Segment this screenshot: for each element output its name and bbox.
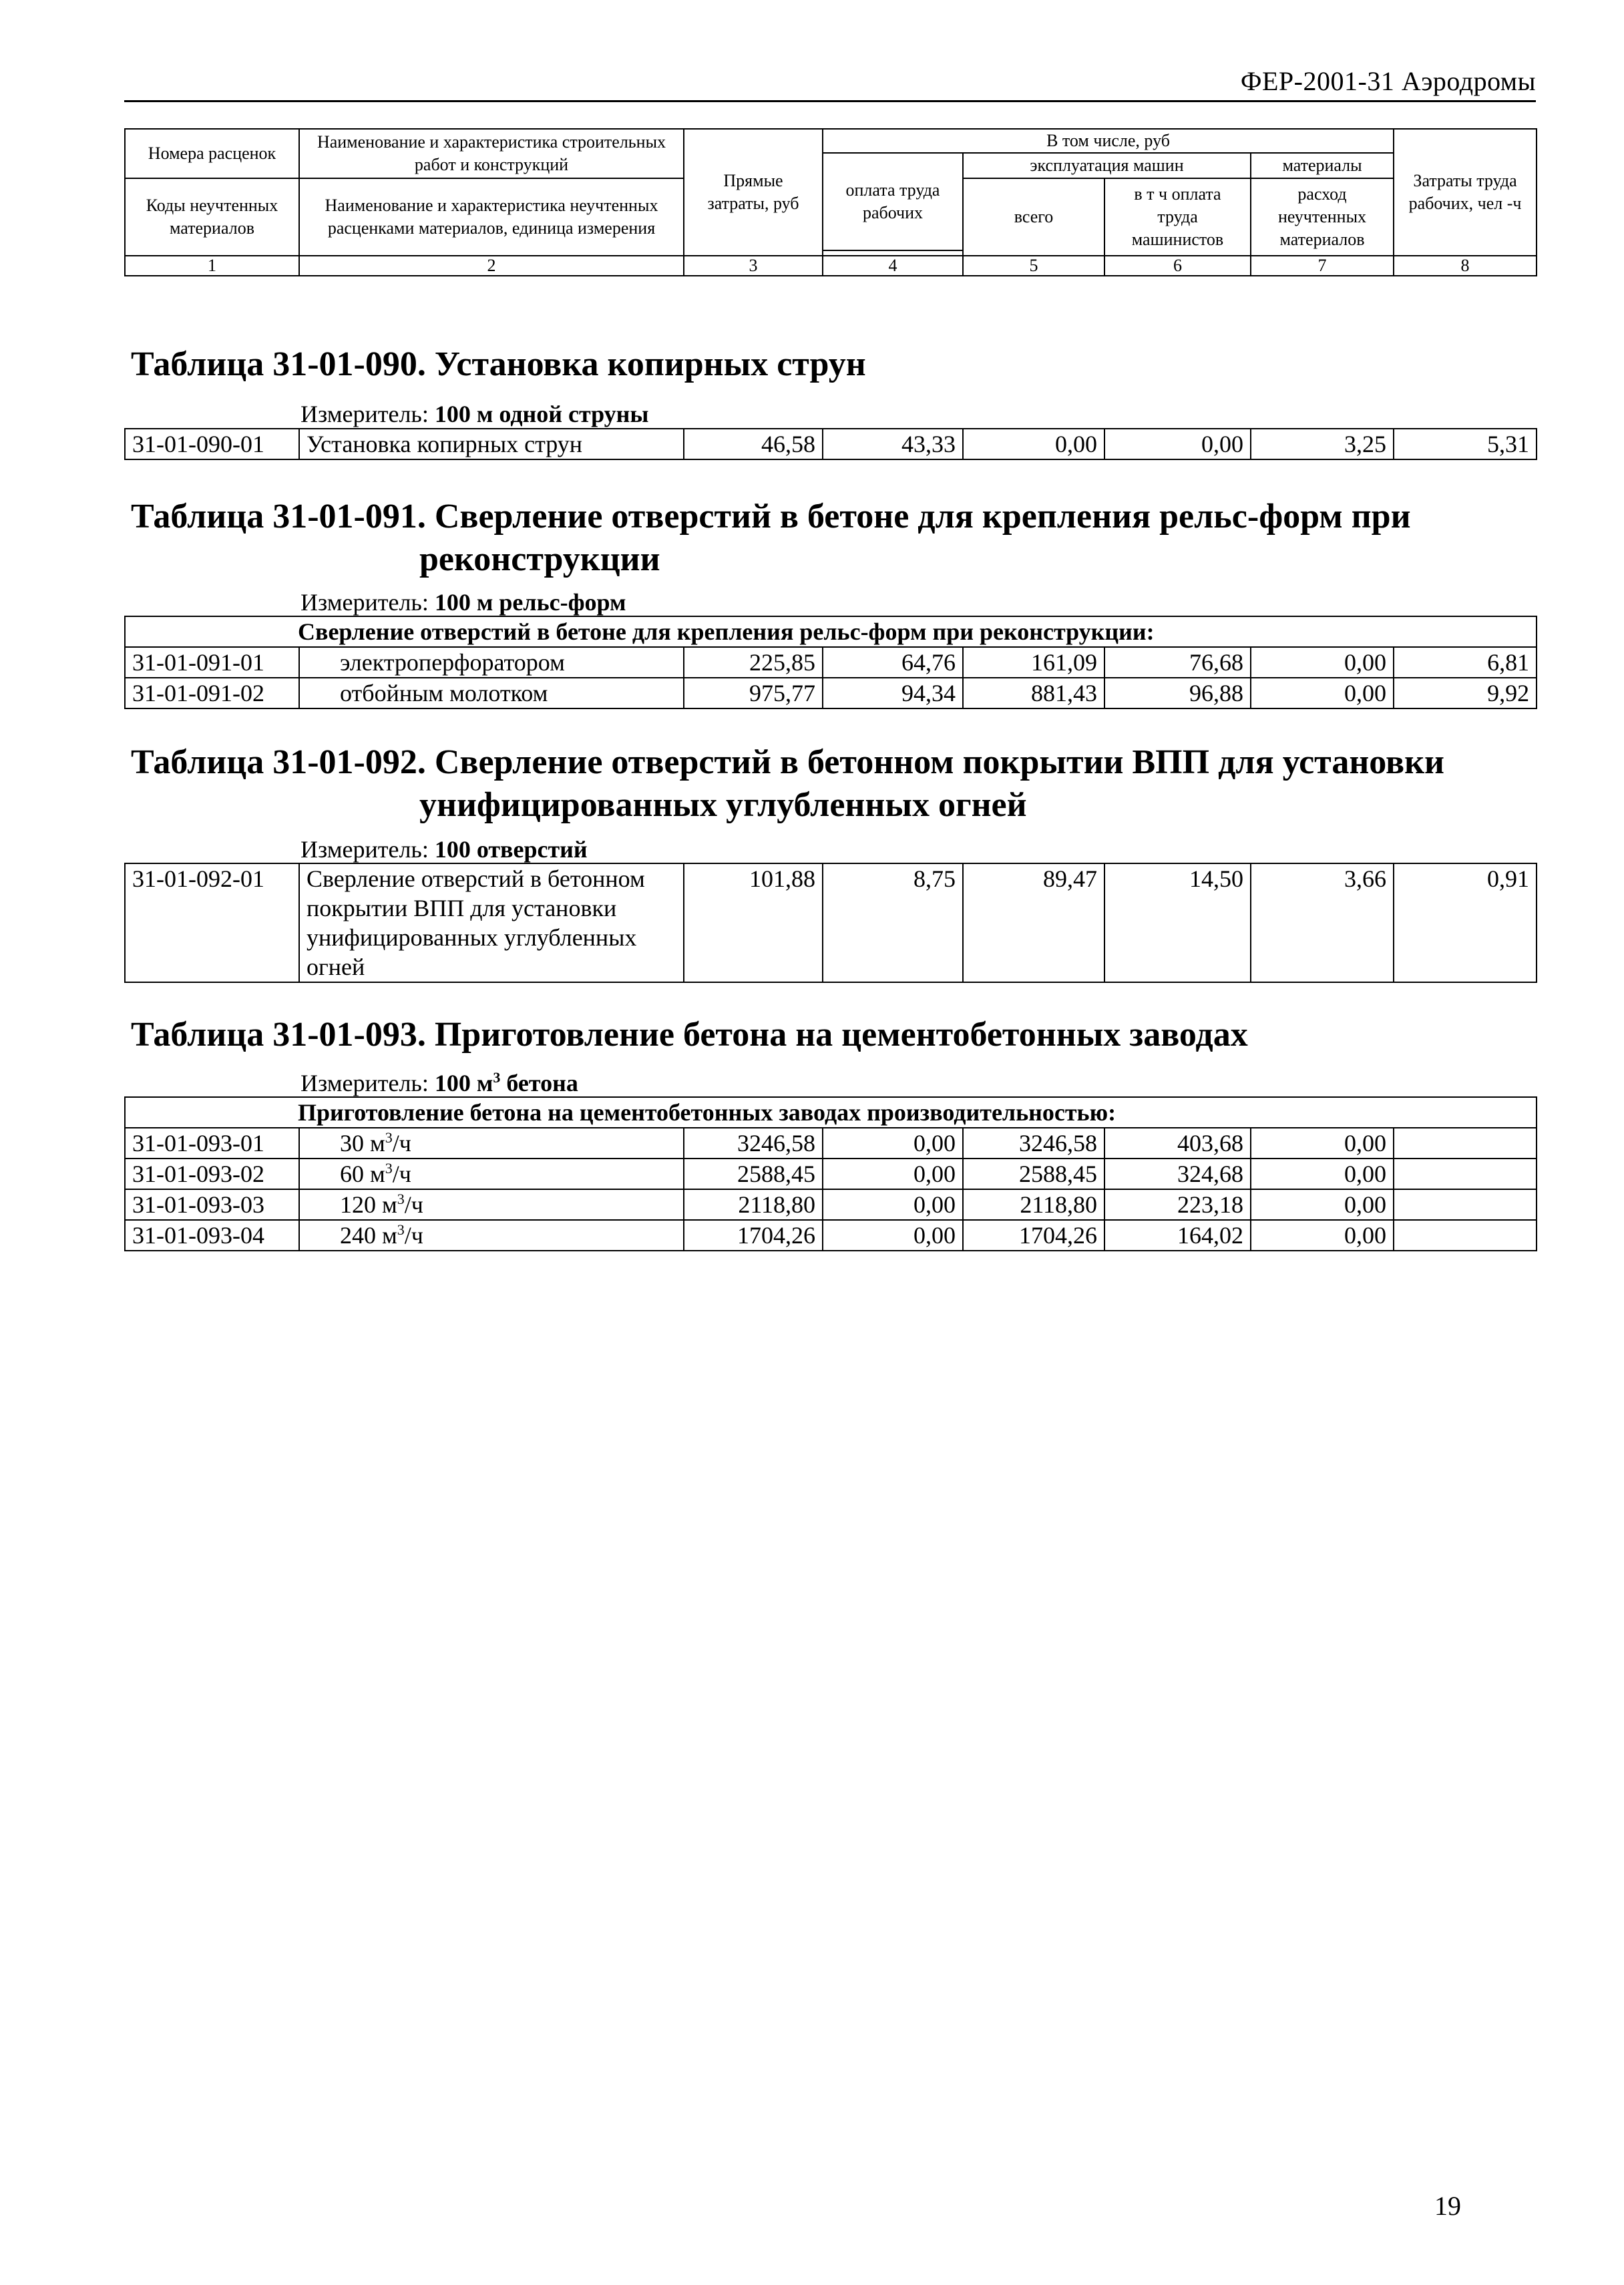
materials: 0,00 — [1251, 647, 1394, 678]
rate-code: 31-01-093-04 — [125, 1220, 299, 1251]
meter-value: 100 м одной струны — [434, 401, 649, 427]
unit-suffix: /ч — [392, 1130, 411, 1157]
subheading-row — [125, 616, 1537, 647]
machines-wage: 96,88 — [1104, 678, 1251, 708]
materials: 3,25 — [1251, 429, 1394, 459]
meter-value: 100 отверстий — [434, 836, 588, 863]
rate-name — [299, 1220, 684, 1251]
table-092-title — [131, 741, 1444, 827]
header-material-codes: Коды неучтенных материалов — [125, 178, 299, 256]
direct-costs: 46,58 — [684, 429, 823, 459]
unit-suffix: /ч — [392, 1161, 411, 1187]
table-row — [125, 863, 1537, 982]
materials: 0,00 — [1251, 1128, 1394, 1159]
header-wage: оплата труда рабочих — [823, 153, 963, 250]
title-line: Таблица 31-01-091. Сверление отверстий в бетоне для крепления рельс-форм при — [131, 497, 1411, 536]
wage: 0,00 — [823, 1159, 963, 1189]
col-number: 4 — [823, 256, 963, 276]
unit-exponent: 3 — [385, 1160, 393, 1177]
machines-wage: 164,02 — [1104, 1220, 1251, 1251]
machines-wage: 0,00 — [1104, 429, 1251, 459]
machines-total: 2588,45 — [963, 1159, 1104, 1189]
rate-name: Сверление отверстий в бетонном покрытии ВПП для установки унифицированных углубленных огней — [299, 863, 684, 982]
col-number: 8 — [1394, 256, 1537, 276]
capacity-value: 60 м — [340, 1161, 385, 1187]
direct-costs: 1704,26 — [684, 1220, 823, 1251]
machines-total: 1704,26 — [963, 1220, 1104, 1251]
materials: 0,00 — [1251, 678, 1394, 708]
table-090-meter — [300, 401, 649, 427]
table-row — [125, 1159, 1537, 1189]
header-work-name: Наименование и характеристика строительных работ и конструкций — [299, 129, 684, 178]
direct-costs: 2118,80 — [684, 1189, 823, 1220]
table-093-title: Таблица 31-01-093. Приготовление бетона на цементобетонных заводах — [131, 1016, 1248, 1054]
header-material-names: Наименование и характеристика неучтенных расценками материалов, единица измерения — [299, 178, 684, 256]
meter-value: 100 м рельс-форм — [434, 589, 626, 616]
materials: 0,00 — [1251, 1189, 1394, 1220]
capacity-value: 240 м — [340, 1222, 397, 1249]
machines-total: 161,09 — [963, 647, 1104, 678]
wage: 43,33 — [823, 429, 963, 459]
machines-total: 0,00 — [963, 429, 1104, 459]
table-row — [125, 647, 1537, 678]
col-number: 1 — [125, 256, 299, 276]
column-header-table — [124, 128, 1537, 276]
table-row — [125, 1220, 1537, 1251]
running-header: ФЕР-2001-31 Аэродромы — [1240, 66, 1536, 96]
machines-total: 89,47 — [963, 863, 1104, 982]
header-machines-wage: в т ч оплата труда машинистов — [1104, 178, 1251, 256]
col-number: 7 — [1251, 256, 1394, 276]
header-labor-costs: Затраты труда рабочих, чел -ч — [1394, 129, 1537, 256]
header-materials: материалы — [1251, 153, 1394, 178]
wage: 94,34 — [823, 678, 963, 708]
table-090 — [124, 428, 1537, 460]
table-093-meter — [300, 1070, 578, 1096]
rate-name: электроперфоратором — [299, 647, 684, 678]
rate-code: 31-01-093-02 — [125, 1159, 299, 1189]
labor — [1394, 1189, 1537, 1220]
rate-name: отбойным молотком — [299, 678, 684, 708]
table-row — [125, 1128, 1537, 1159]
table-092 — [124, 863, 1537, 983]
rate-code: 31-01-091-02 — [125, 678, 299, 708]
labor — [1394, 1220, 1537, 1251]
meter-label: Измеритель: — [300, 589, 429, 616]
wage: 0,00 — [823, 1128, 963, 1159]
page-number: 19 — [1434, 2191, 1461, 2221]
labor: 9,92 — [1394, 678, 1537, 708]
title-line: Таблица 31-01-092. Сверление отверстий в бетонном покрытии ВПП для установки — [131, 743, 1445, 781]
subheading: Сверление отверстий в бетоне для крепления рельс-форм при реконструкции: — [125, 616, 1537, 647]
header-group-title: В том числе, руб — [823, 129, 1394, 153]
machines-wage: 76,68 — [1104, 647, 1251, 678]
header-machines-total: всего — [963, 178, 1104, 256]
materials: 0,00 — [1251, 1220, 1394, 1251]
wage: 0,00 — [823, 1220, 963, 1251]
machines-wage: 403,68 — [1104, 1128, 1251, 1159]
direct-costs: 2588,45 — [684, 1159, 823, 1189]
unit-suffix: /ч — [404, 1191, 423, 1218]
rate-code: 31-01-093-01 — [125, 1128, 299, 1159]
materials: 3,66 — [1251, 863, 1394, 982]
wage: 64,76 — [823, 647, 963, 678]
meter-label: Измеритель: — [300, 1070, 429, 1096]
direct-costs: 225,85 — [684, 647, 823, 678]
meter-value-suffix: бетона — [500, 1070, 578, 1096]
labor: 6,81 — [1394, 647, 1537, 678]
table-row — [125, 1189, 1537, 1220]
meter-label: Измеритель: — [300, 401, 429, 427]
table-092-meter — [300, 836, 588, 863]
unit-exponent: 3 — [385, 1129, 393, 1146]
capacity-value: 120 м — [340, 1191, 397, 1218]
table-091-meter — [300, 589, 626, 616]
col-number: 2 — [299, 256, 684, 276]
meter-label: Измеритель: — [300, 836, 429, 863]
labor — [1394, 1128, 1537, 1159]
table-090-title: Таблица 31-01-090. Установка копирных струн — [131, 345, 866, 383]
subheading-row — [125, 1097, 1537, 1128]
materials: 0,00 — [1251, 1159, 1394, 1189]
unit-exponent: 3 — [397, 1191, 405, 1207]
wage: 8,75 — [823, 863, 963, 982]
unit-suffix: /ч — [404, 1222, 423, 1249]
meter-value — [435, 1070, 578, 1096]
machines-total: 881,43 — [963, 678, 1104, 708]
machines-wage: 14,50 — [1104, 863, 1251, 982]
table-093 — [124, 1096, 1537, 1251]
subheading: Приготовление бетона на цементобетонных заводах производительностью: — [125, 1097, 1537, 1128]
table-091-title — [131, 495, 1411, 581]
direct-costs: 3246,58 — [684, 1128, 823, 1159]
table-row — [125, 429, 1537, 459]
direct-costs: 975,77 — [684, 678, 823, 708]
rate-name — [299, 1128, 684, 1159]
header-rate-numbers: Номера расценок — [125, 129, 299, 178]
rate-code: 31-01-093-03 — [125, 1189, 299, 1220]
title-line: реконструкции — [419, 540, 660, 578]
labor: 0,91 — [1394, 863, 1537, 982]
table-row — [125, 678, 1537, 708]
unit-exponent: 3 — [397, 1221, 405, 1238]
title-line: унифицированных углубленных огней — [419, 786, 1027, 824]
wage: 0,00 — [823, 1189, 963, 1220]
labor — [1394, 1159, 1537, 1189]
labor: 5,31 — [1394, 429, 1537, 459]
capacity-value: 30 м — [340, 1130, 385, 1157]
header-rule — [124, 100, 1536, 102]
rate-code: 31-01-091-01 — [125, 647, 299, 678]
table-091 — [124, 616, 1537, 709]
header-machines: эксплуатация машин — [963, 153, 1251, 178]
meter-value-sup: 3 — [493, 1069, 501, 1086]
header-spacer — [823, 250, 963, 256]
col-number: 3 — [684, 256, 823, 276]
rate-name: Установка копирных струн — [299, 429, 684, 459]
col-number: 6 — [1104, 256, 1251, 276]
machines-wage: 324,68 — [1104, 1159, 1251, 1189]
rate-name — [299, 1189, 684, 1220]
meter-value-prefix: 100 м — [434, 1070, 493, 1096]
machines-total: 3246,58 — [963, 1128, 1104, 1159]
direct-costs: 101,88 — [684, 863, 823, 982]
col-number: 5 — [963, 256, 1104, 276]
header-materials-usage: расход неучтенных материалов — [1251, 178, 1394, 256]
rate-name — [299, 1159, 684, 1189]
machines-total: 2118,80 — [963, 1189, 1104, 1220]
rate-code: 31-01-090-01 — [125, 429, 299, 459]
machines-wage: 223,18 — [1104, 1189, 1251, 1220]
header-direct-costs: Прямые затраты, руб — [684, 129, 823, 256]
rate-code: 31-01-092-01 — [125, 863, 299, 982]
